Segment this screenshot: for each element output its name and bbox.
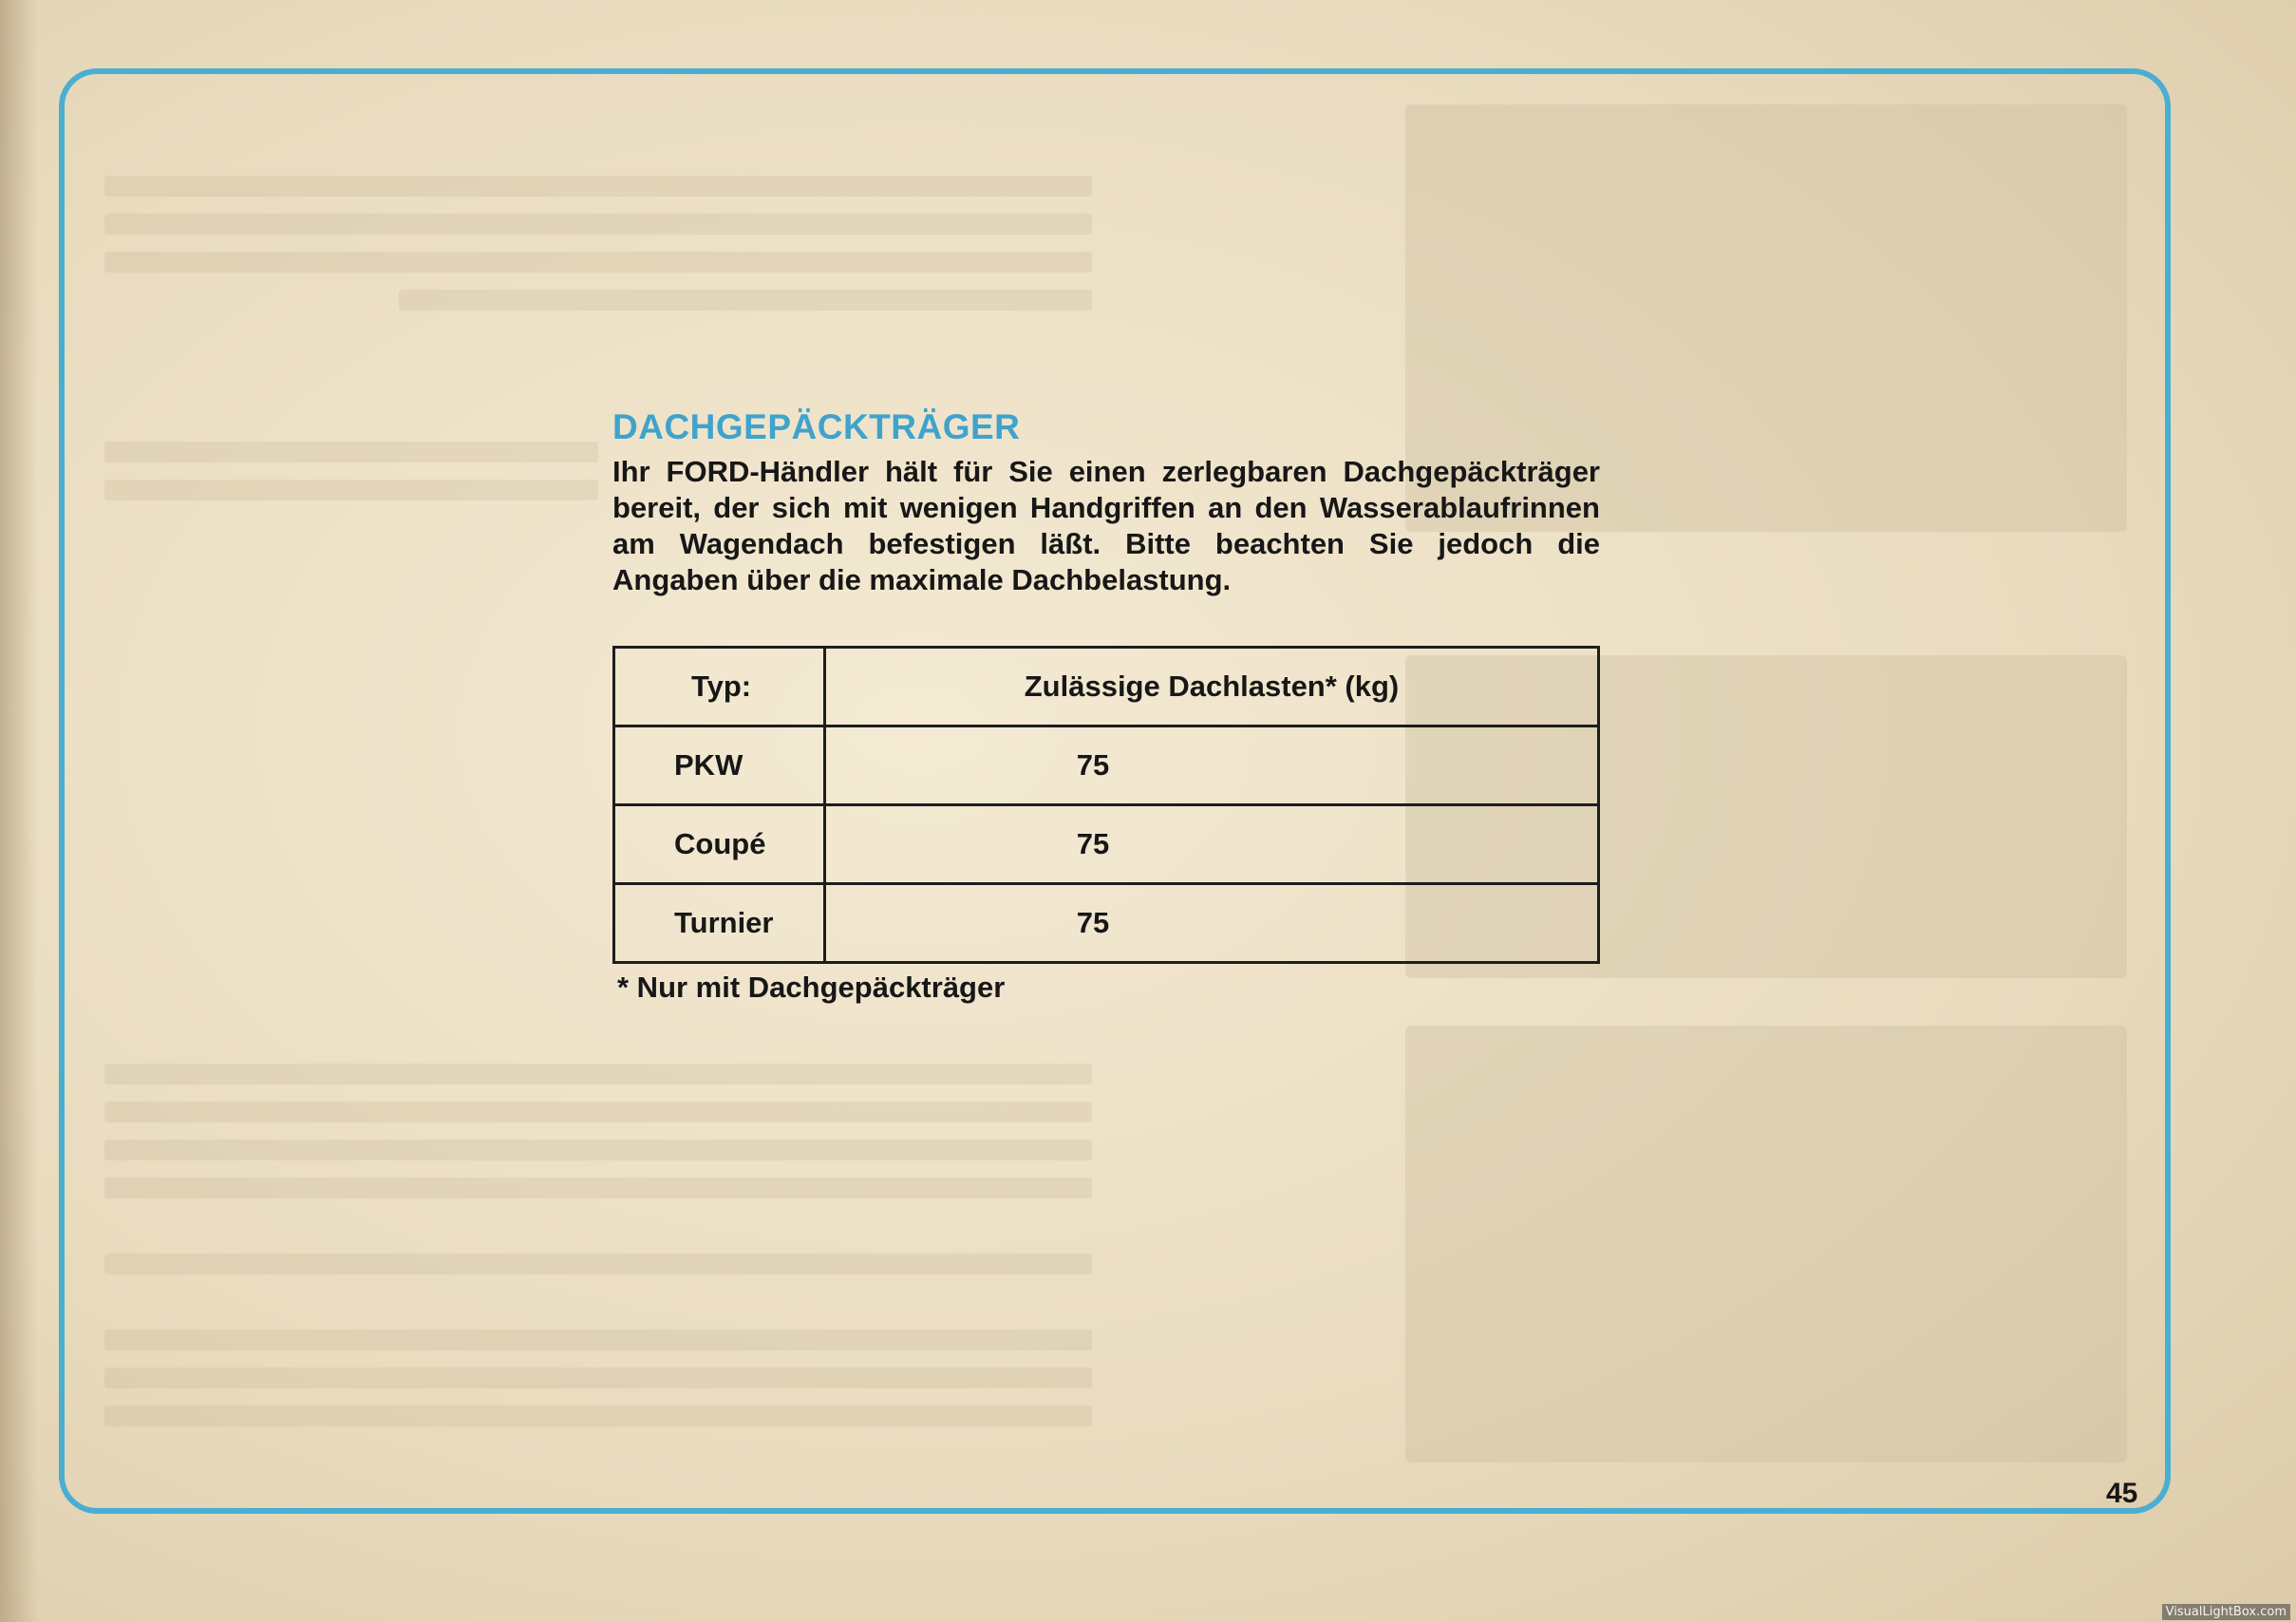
table-row (614, 726, 1599, 805)
load-value: 75 (1076, 827, 1110, 860)
load-cell (825, 726, 1599, 805)
table-header-row (614, 648, 1599, 726)
table-row (614, 884, 1599, 963)
load-value: 75 (1076, 906, 1110, 939)
load-cell (825, 805, 1599, 884)
table-footnote: * Nur mit Dachgepäckträger (617, 971, 1006, 1004)
type-cell: PKW (614, 726, 825, 805)
header-type: Typ: (614, 648, 825, 726)
type-cell: Turnier (614, 884, 825, 963)
table-row (614, 805, 1599, 884)
roof-rack-section (612, 406, 1600, 598)
load-cell (825, 884, 1599, 963)
section-paragraph: Ihr FORD-Händler hält für Sie einen zerlegbaren Dachgepäckträger bereit, der sich mit wenigen Handgriffen an den Wasserablaufrinnen am Wagendach befestigen läßt. Bitte beachten Sie jedoch die Angaben über die maximale Dachbelastung. (612, 455, 1600, 596)
header-roof-load: Zulässige Dachlasten* (kg) (825, 648, 1599, 726)
roof-load-table (612, 646, 1600, 964)
load-value: 75 (1076, 748, 1110, 782)
page-number: 45 (2106, 1478, 2138, 1509)
section-heading: DACHGEPÄCKTRÄGER (612, 407, 1021, 446)
page-fold-shadow (0, 0, 38, 1622)
type-cell: Coupé (614, 805, 825, 884)
watermark-text: VisualLightBox.com (2162, 1604, 2290, 1620)
